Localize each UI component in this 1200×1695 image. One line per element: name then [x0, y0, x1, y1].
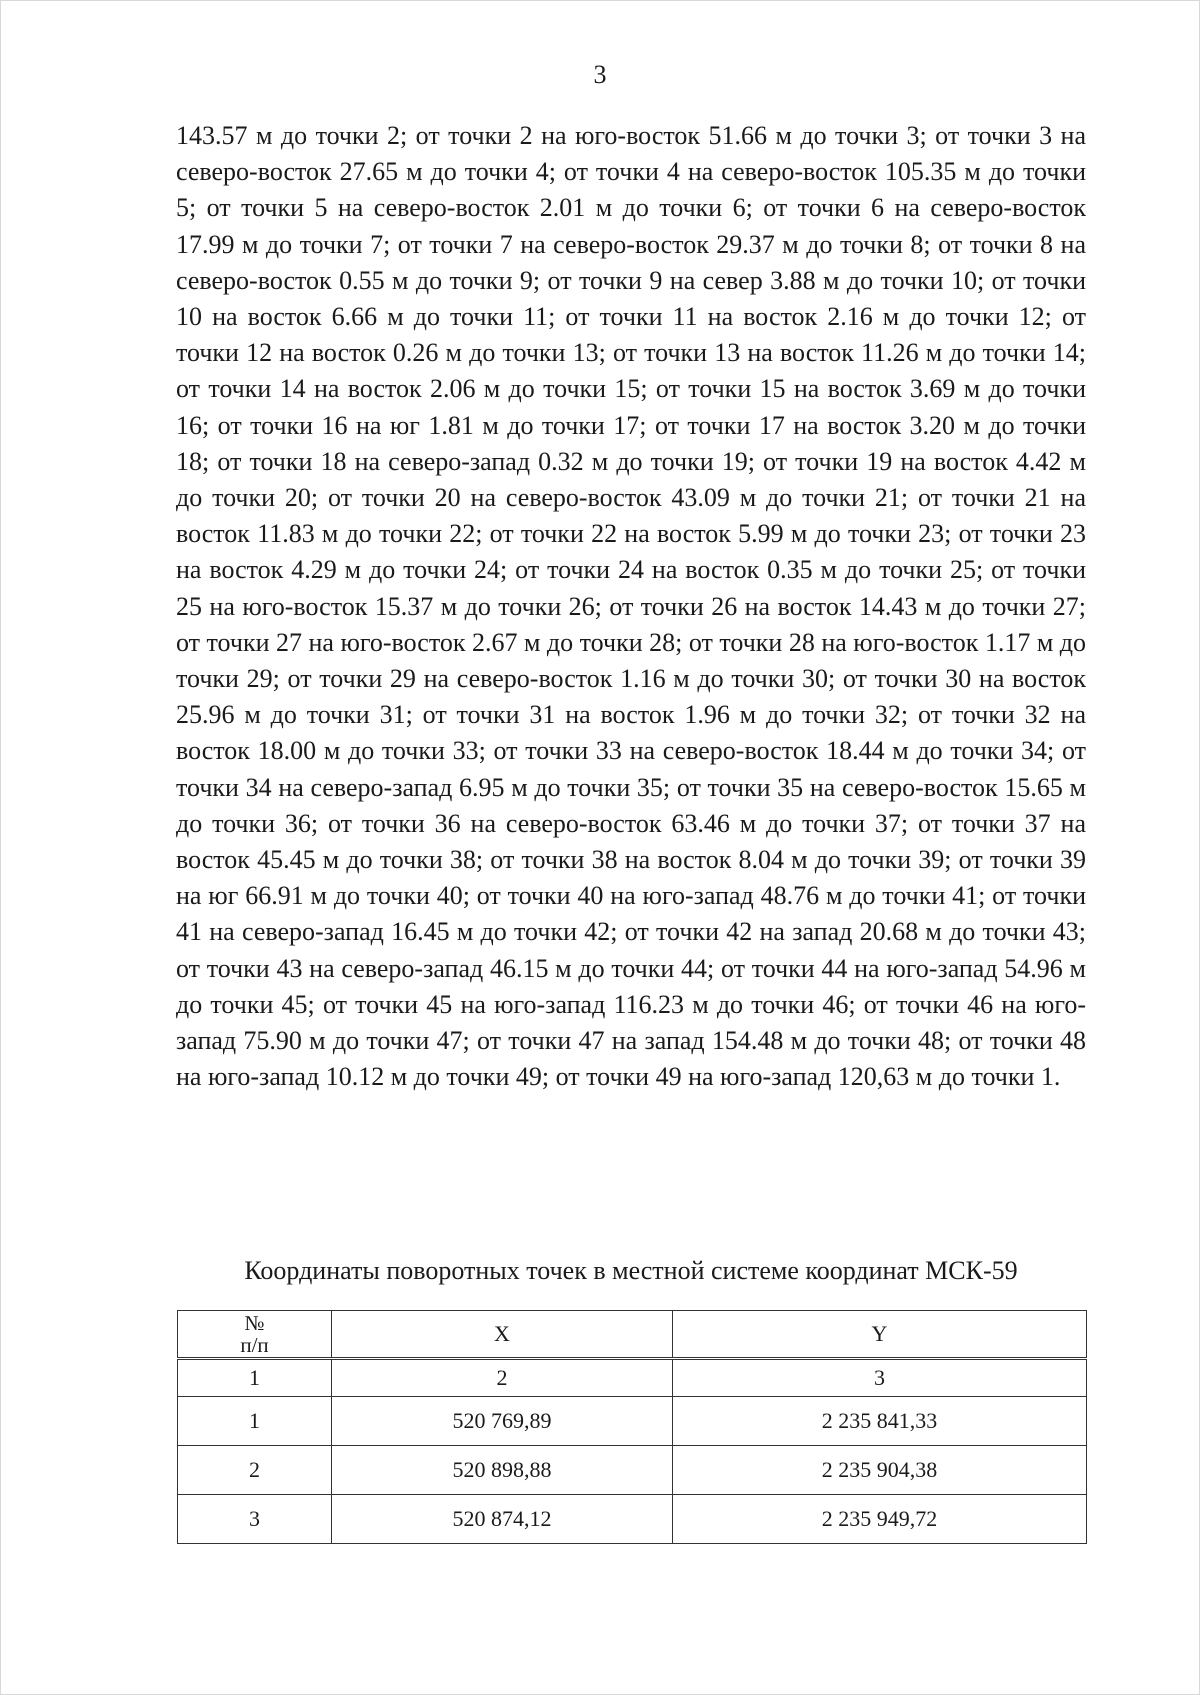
column-index-3: 3	[673, 1359, 1087, 1397]
header-x: X	[332, 1311, 673, 1359]
boundary-description-paragraph: 143.57 м до точки 2; от точки 2 на юго-восток 51.66 м до точки 3; от точки 3 на северо-восток 27.65 м до точки 4; от точки 4 на северо-восток 105.35 м до точки 5; от точки 5 на северо-восток 2.01 м до точки 6; от точки 6 на северо-восток 17.99 м до точки 7; от точки 7 на северо-восток 29.37 м до точки 8; от точки 8 на северо-восток 0.55 м до точки 9; от точки 9 на север 3.88 м до точки 10; от точки 10 на восток 6.66 м до точки 11; от точки 11 на восток 2.16 м до точки 12; от точки 12 на восток 0.26 м до точки 13; от точки 13 на восток 11.26 м до точки 14; от точки 14 на восток 2.06 м до точки 15; от точки 15 на восток 3.69 м до точки 16; от точки 16 на юг 1.81 м до точки 17; от точки 17 на восток 3.20 м до точки 18; от точки 18 на северо-запад 0.32 м до точки 19; от точки 19 на восток 4.42 м до точки 20; от точки 20 на северо-восток 43.09 м до точки 21; от точки 21 на восток 11.83 м до точки 22; от точки 22 на восток 5.99 м до точки 23; от точки 23 на восток 4.29 м до точки 24; от точки 24 на восток 0.35 м до точки 25; от точки 25 на юго-восток 15.37 м до точки 26; от точки 26 на восток 14.43 м до точки 27; от точки 27 на юго-восток 2.67 м до точки 28; от точки 28 на юго-восток 1.17 м до точки 29; от точки 29 на северо-восток 1.16 м до точки 30; от точки 30 на восток 25.96 м до точки 31; от точки 31 на восток 1.96 м до точки 32; от точки 32 на восток 18.00 м до точки 33; от точки 33 на северо-восток 18.44 м до точки 34; от точки 34 на северо-запад 6.95 м до точки 35; от точки 35 на северо-восток 15.65 м до точки 36; от точки 36 на северо-восток 63.46 м до точки 37; от точки 37 на восток 45.45 м до точки 38; от точки 38 на восток 8.04 м до точки 39; от точки 39 на юг 66.91 м до точки 40; от точки 40 на юго-запад 48.76 м до точки 41; от точки 41 на северо-запад 16.45 м до точки 42; от точки 42 на запад 20.68 м до точки 43; от точки 43 на северо-запад 46.15 м до точки 44; от точки 44 на юго-запад 54.96 м до точки 45; от точки 45 на юго-запад 116.23 м до точки 46; от точки 46 на юго-запад 75.90 м до точки 47; от точки 47 на запад 154.48 м до точки 48; от точки 48 на юго-запад 10.12 м до точки 49; от точки 49 на юго-запад 120,63 м до точки 1.	[176, 121, 1087, 1092]
coordinates-table	[177, 1310, 1087, 1544]
cell-number: 3	[178, 1495, 332, 1544]
cell-x: 520 874,12	[332, 1495, 673, 1544]
cell-y: 2 235 841,33	[673, 1397, 1087, 1446]
cell-y: 2 235 949,72	[673, 1495, 1087, 1544]
cell-y: 2 235 904,38	[673, 1446, 1087, 1495]
header-number-abbrev: п/п	[240, 1333, 269, 1357]
table-row	[178, 1446, 1087, 1495]
cell-x: 520 898,88	[332, 1446, 673, 1495]
cell-x: 520 769,89	[332, 1397, 673, 1446]
table-caption: Координаты поворотных точек в местной системе координат МСК-59	[244, 1256, 1018, 1285]
table-row	[178, 1495, 1087, 1544]
table-header-row	[178, 1311, 1087, 1359]
column-index-row	[178, 1359, 1087, 1397]
page-number: 3	[593, 60, 607, 89]
column-index-1: 1	[178, 1359, 332, 1397]
header-number	[178, 1311, 332, 1359]
table-row	[178, 1397, 1087, 1446]
header-y: Y	[673, 1311, 1087, 1359]
cell-number: 2	[178, 1446, 332, 1495]
header-number-symbol: №	[244, 1311, 265, 1335]
cell-number: 1	[178, 1397, 332, 1446]
column-index-2: 2	[332, 1359, 673, 1397]
